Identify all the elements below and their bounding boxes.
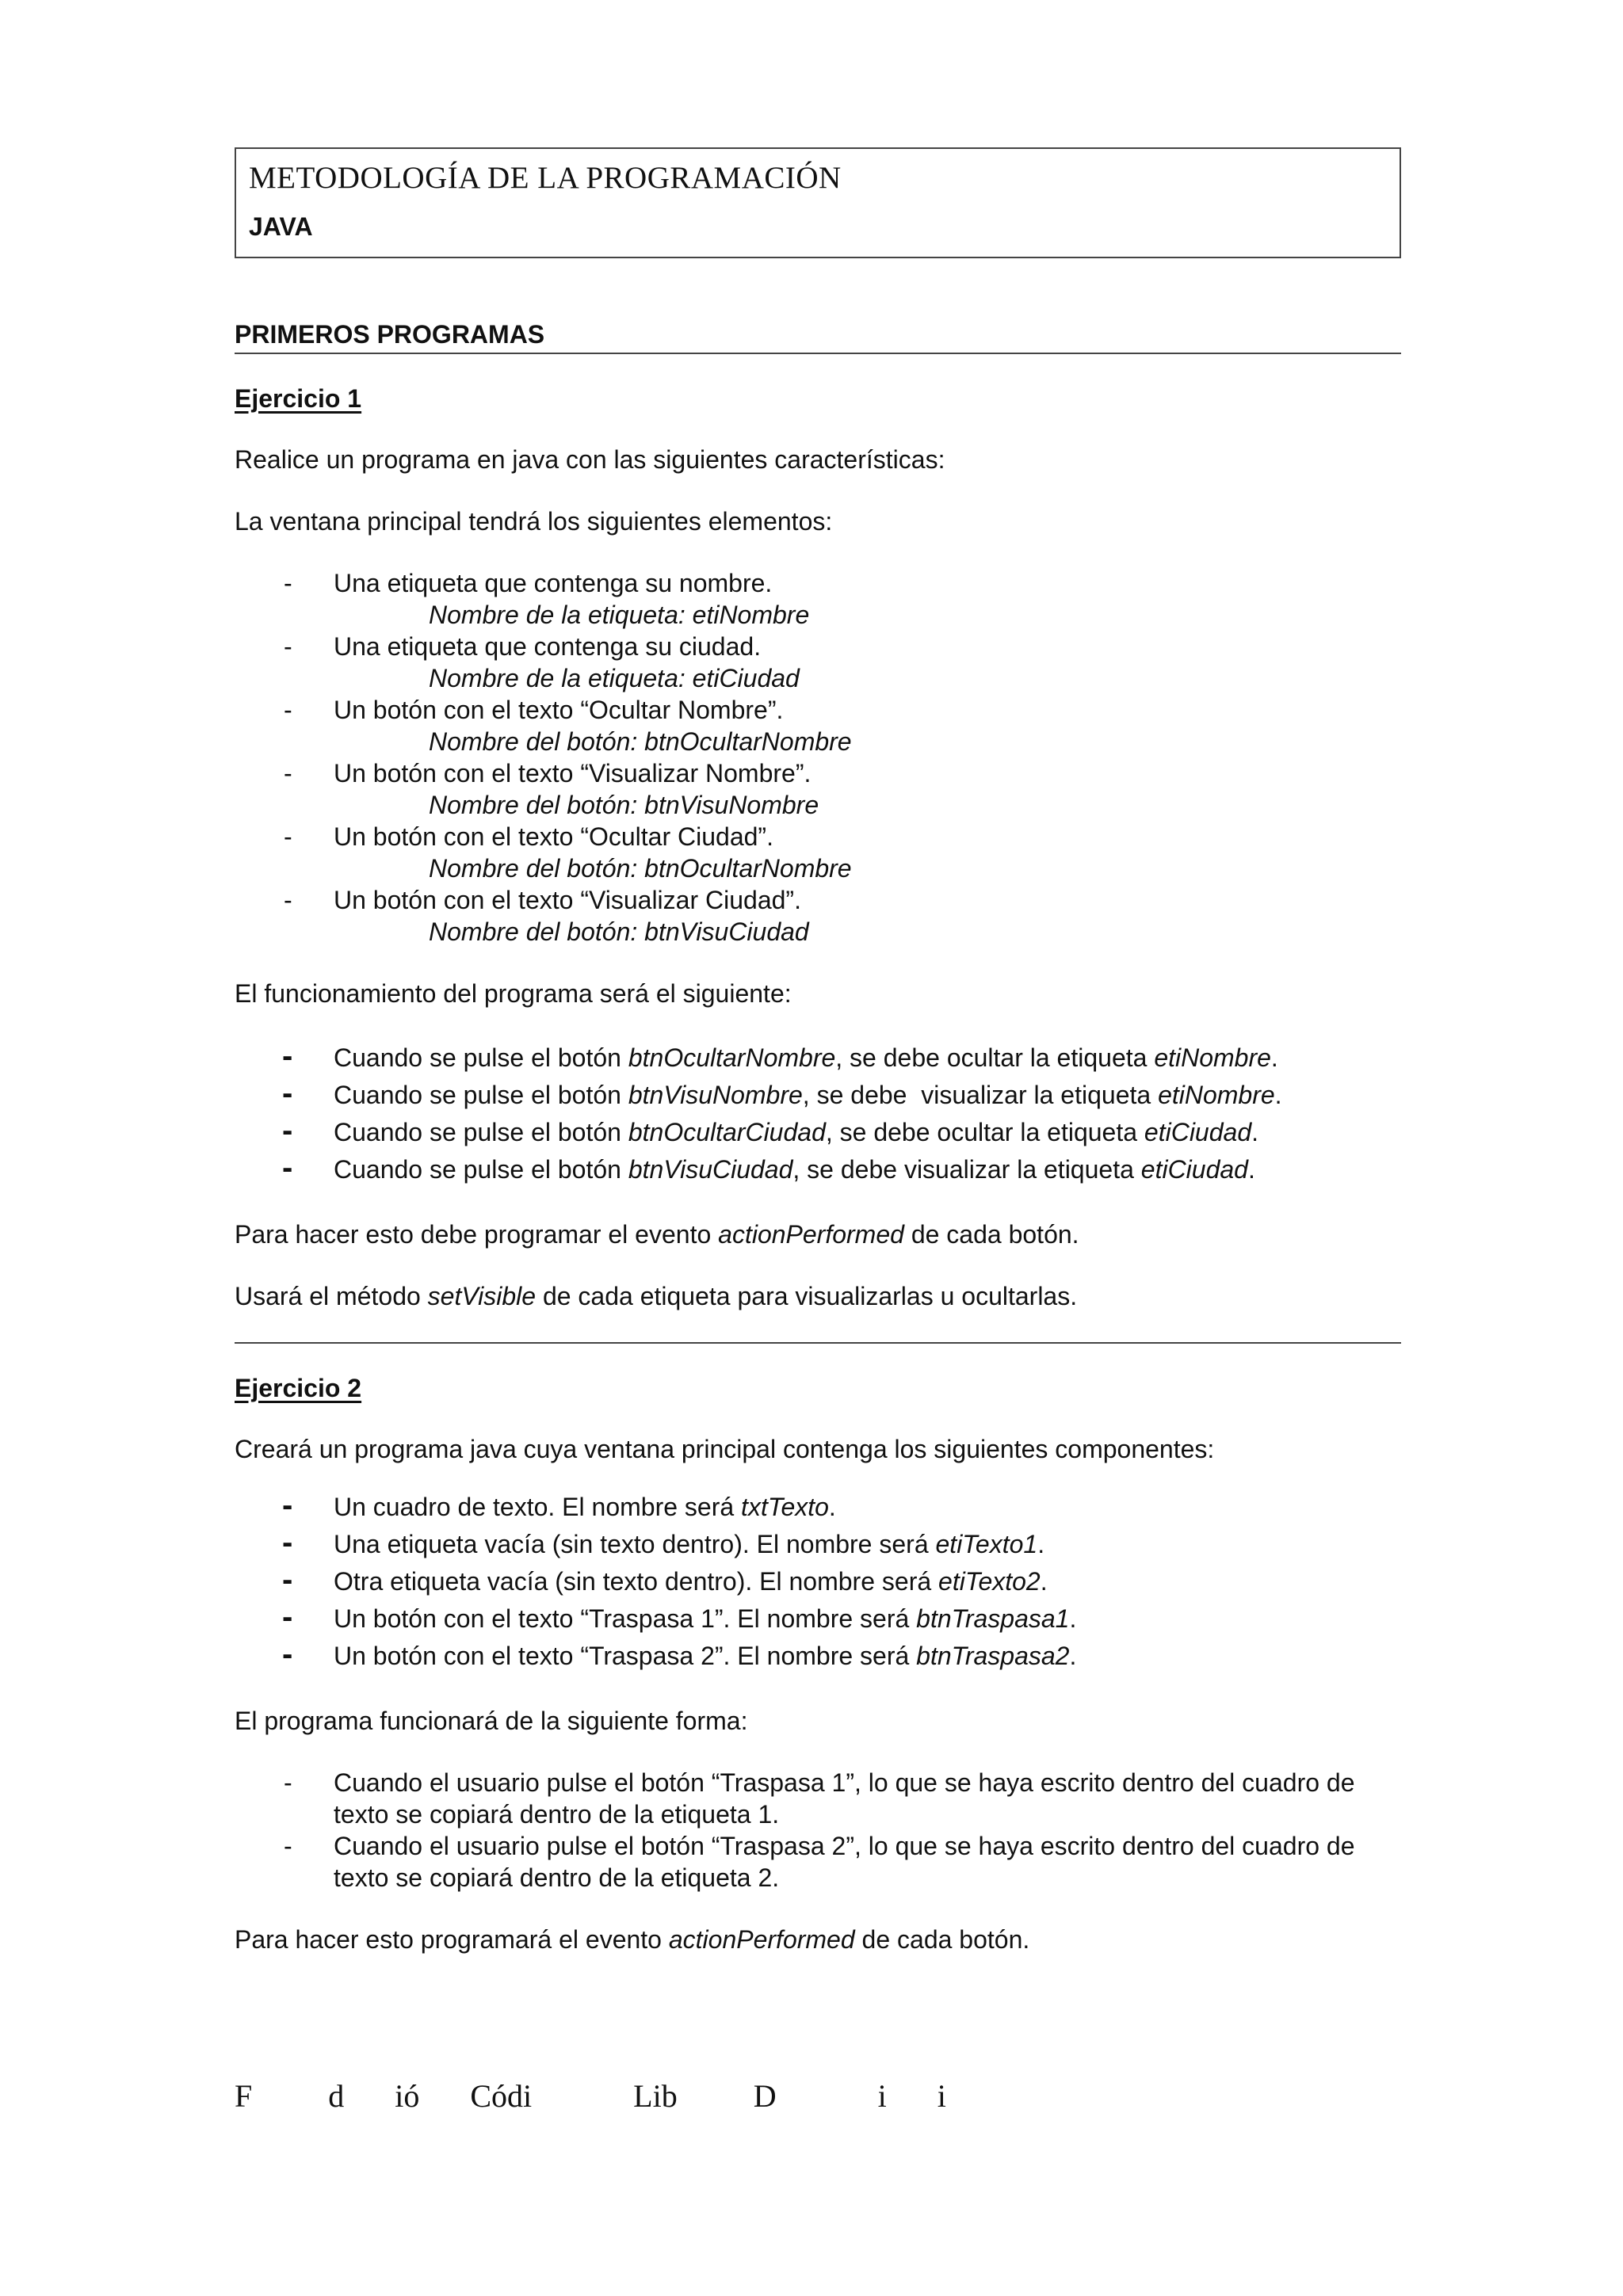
list-item: - Otra etiqueta vacía (sin texto dentro). El nombre será etiTexto2. <box>282 1562 1048 1597</box>
document-page <box>235 147 1401 1955</box>
footer-text: F d ió Códi Lib D i i <box>235 2078 946 2114</box>
exercise-2-note: Para hacer esto programará el evento actionPerformed de cada botón. <box>235 1925 1030 1954</box>
list-item: - Cuando se pulse el botón btnVisuCiudad, se debe visualizar la etiqueta etiCiudad. <box>282 1150 1255 1185</box>
exercise-1-title: Ejercicio 1 <box>235 384 362 413</box>
dash-bullet: - <box>282 1562 293 1597</box>
list-item: - Cuando el usuario pulse el botón “Traspasa 1”, lo que se haya escrito dentro del cuadro de texto se copiará dentro de la etiqueta 1. <box>284 1768 1355 1829</box>
dash-bullet: - <box>284 1832 292 1860</box>
header-box <box>235 147 1401 258</box>
list-item: - Una etiqueta que contenga su ciudad. Nombre de la etiqueta: etiCiudad <box>235 631 1401 694</box>
list-item: - Cuando se pulse el botón btnOcultarCiudad, se debe ocultar la etiqueta etiCiudad. <box>282 1113 1258 1148</box>
separator-line <box>235 1342 1401 1344</box>
dash-bullet: - <box>282 1600 293 1634</box>
dash-bullet: - <box>284 886 292 914</box>
exercise-2-title: Ejercicio 2 <box>235 1374 362 1402</box>
list-item: - Cuando el usuario pulse el botón “Traspasa 2”, lo que se haya escrito dentro del cuadro de texto se copiará dentro de la etiqueta 2. <box>284 1832 1355 1892</box>
dash-bullet: - <box>282 1150 293 1185</box>
list-item: - Una etiqueta vacía (sin texto dentro). El nombre será etiTexto1. <box>282 1525 1045 1560</box>
exercise-1-elements-intro: La ventana principal tendrá los siguientes elementos: <box>235 507 833 536</box>
dash-bullet: - <box>282 1637 293 1672</box>
list-item: - Cuando se pulse el botón btnVisuNombre, se debe visualizar la etiqueta etiNombre. <box>282 1076 1282 1111</box>
exercise-1-intro: Realice un programa en java con las siguientes características: <box>235 445 945 474</box>
list-item: - Un botón con el texto “Ocultar Ciudad”. Nombre del botón: btnOcultarNombre <box>235 821 1401 884</box>
course-title: METODOLOGÍA DE LA PROGRAMACIÓN <box>249 161 842 195</box>
component-name: Nombre del botón: btnVisuNombre <box>429 791 819 819</box>
dash-bullet: - <box>282 1525 293 1560</box>
exercise-1-note-2: Usará el método setVisible de cada etiqueta para visualizarlas u ocultarlas. <box>235 1282 1078 1310</box>
component-name: Nombre del botón: btnVisuCiudad <box>429 917 809 946</box>
component-name: Nombre de la etiqueta: etiNombre <box>429 601 810 629</box>
dash-bullet: - <box>284 696 292 724</box>
exercise-2-components-list <box>235 1489 1401 1675</box>
list-item: - Un cuadro de texto. El nombre será txtTexto. <box>282 1488 836 1523</box>
list-item: - Cuando se pulse el botón btnOcultarNombre, se debe ocultar la etiqueta etiNombre. <box>282 1039 1278 1074</box>
exercise-1-note-1: Para hacer esto debe programar el evento actionPerformed de cada botón. <box>235 1220 1079 1249</box>
exercise-2-behavior-intro: El programa funcionará de la siguiente forma: <box>235 1707 748 1735</box>
component-name: Nombre de la etiqueta: etiCiudad <box>429 664 800 692</box>
exercise-2-behavior-list <box>235 1767 1401 1894</box>
dash-bullet: - <box>284 759 292 788</box>
list-item: - Un botón con el texto “Traspasa 1”. El nombre será btnTraspasa1. <box>282 1600 1077 1634</box>
exercise-2-intro: Creará un programa java cuya ventana principal contenga los siguientes componentes: <box>235 1435 1215 1463</box>
dash-bullet: - <box>284 632 292 661</box>
exercise-1-elements-list <box>235 567 1401 948</box>
list-item: - Un botón con el texto “Ocultar Nombre”. Nombre del botón: btnOcultarNombre <box>235 694 1401 757</box>
component-name: Nombre del botón: btnOcultarNombre <box>429 854 852 883</box>
list-item: - Un botón con el texto “Visualizar Nombre”. Nombre del botón: btnVisuNombre <box>235 757 1401 821</box>
section-title: PRIMEROS PROGRAMAS <box>235 318 1401 354</box>
dash-bullet: - <box>282 1039 293 1074</box>
exercise-1-behavior-intro: El funcionamiento del programa será el siguiente: <box>235 979 792 1008</box>
list-item: - Un botón con el texto “Traspasa 2”. El nombre será btnTraspasa2. <box>282 1637 1077 1672</box>
list-item: - Una etiqueta que contenga su nombre. Nombre de la etiqueta: etiNombre <box>235 567 1401 631</box>
dash-bullet: - <box>284 822 292 851</box>
list-item: - Un botón con el texto “Visualizar Ciudad”. Nombre del botón: btnVisuCiudad <box>235 884 1401 948</box>
dash-bullet: - <box>282 1113 293 1148</box>
dash-bullet: - <box>282 1076 293 1111</box>
component-name: Nombre del botón: btnOcultarNombre <box>429 727 852 756</box>
dash-bullet: - <box>284 569 292 597</box>
exercise-1-behavior-list <box>235 1039 1401 1188</box>
dash-bullet: - <box>282 1488 293 1523</box>
course-subtitle: JAVA <box>249 212 313 241</box>
dash-bullet: - <box>284 1768 292 1797</box>
